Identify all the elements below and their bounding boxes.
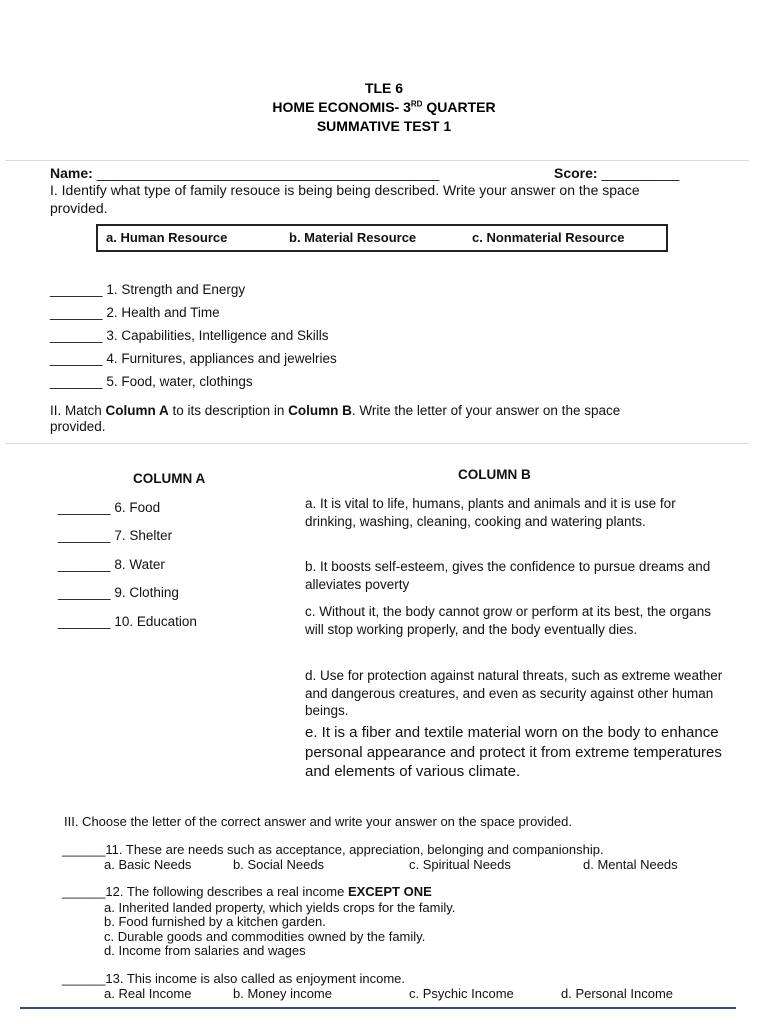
- q13-choice-b: b. Money income: [233, 986, 332, 1001]
- column-a-item: [58, 500, 160, 515]
- part3-instruction: III. Choose the letter of the correct answer and write your answer on the space provided.: [64, 814, 572, 829]
- name-row: [50, 165, 439, 181]
- answer-blank-11[interactable]: ______: [62, 842, 106, 857]
- part1-section: [5, 160, 749, 444]
- column-a-item: [58, 557, 165, 572]
- item-5-text: 5. Food, water, clothings: [106, 374, 253, 389]
- column-b-desc-a: a. It is vital to life, humans, plants and animals and it is use for drinking, washing, cleaning, cooking and watering plants.: [305, 496, 676, 529]
- q12-choice-d: d. Income from salaries and wages: [104, 943, 306, 958]
- name-label: Name:: [50, 165, 93, 181]
- column-b-desc-d: d. Use for protection against natural threats, such as extreme weather and dangerous creatures, and even as security against other human beings.: [305, 668, 723, 718]
- item-7-text: 7. Shelter: [114, 528, 173, 543]
- title-quarter: [0, 99, 768, 115]
- answer-blank-2[interactable]: _______: [50, 305, 103, 320]
- q13-choice-c: c. Psychic Income: [409, 986, 514, 1001]
- item-4-text: 4. Furnitures, appliances and jewelries: [106, 351, 337, 366]
- q11-choice-d: d. Mental Needs: [583, 857, 678, 872]
- part1-item: [50, 328, 328, 343]
- q13-choice-d: d. Personal Income: [561, 986, 674, 1001]
- part2-instr-col-b: Column B: [288, 403, 352, 418]
- score-blank[interactable]: __________: [601, 165, 680, 181]
- column-a-item: [58, 585, 179, 600]
- answer-blank-8[interactable]: _______: [58, 557, 111, 572]
- item-6-text: 6. Food: [114, 500, 161, 515]
- part1-item: [50, 305, 220, 320]
- part2-instr-post: . Write the letter of your answer on the space: [351, 403, 621, 418]
- column-b-desc-b: b. It boosts self-esteem, gives the confidence to pursue dreams and alleviates poverty: [305, 559, 711, 592]
- part2-instr-mid: to its description in: [168, 403, 289, 418]
- answer-blank-7[interactable]: _______: [58, 528, 111, 543]
- part1-item: [50, 351, 337, 366]
- item-10-text: 10. Education: [114, 614, 197, 629]
- q12-choice-a: a. Inherited landed property, which yields crops for the family.: [104, 900, 456, 915]
- q11-text: 11. These are needs such as acceptance, appreciation, belonging and companionship.: [105, 842, 604, 857]
- q12-row: [62, 884, 432, 899]
- column-a-item: [58, 528, 172, 543]
- answer-blank-10[interactable]: _______: [58, 614, 111, 629]
- score-label: Score:: [554, 165, 598, 181]
- part2-instruction-line2: provided.: [50, 419, 106, 434]
- q13-row: [62, 971, 405, 986]
- part1-item: [50, 282, 245, 297]
- q11-row: [62, 842, 604, 857]
- column-b-desc-e: e. It is a fiber and textile material worn on the body to enhance personal appearance and protect it from extreme temperatures and elements of various climate.: [305, 724, 722, 780]
- title-quarter-sup: RD: [410, 99, 423, 109]
- title-test: SUMMATIVE TEST 1: [316, 118, 452, 134]
- q12-text-bold: EXCEPT ONE: [347, 884, 432, 899]
- answer-blank-13[interactable]: ______: [62, 971, 106, 986]
- q13-text: 13. This income is also called as enjoyment income.: [105, 971, 406, 986]
- q12-choice-b: b. Food furnished by a kitchen garden.: [104, 914, 326, 929]
- part2-instruction-line1: [50, 403, 620, 418]
- name-blank[interactable]: ____________________________________________: [96, 165, 440, 181]
- answer-blank-12[interactable]: ______: [62, 884, 106, 899]
- choice-material-resource: b. Material Resource: [289, 230, 417, 245]
- column-b-header: COLUMN B: [458, 467, 531, 482]
- answer-blank-9[interactable]: _______: [58, 585, 111, 600]
- part2-instr-pre: II. Match: [50, 403, 106, 418]
- part1-instruction-line2: provided.: [50, 200, 108, 216]
- item-8-text: 8. Water: [114, 557, 165, 572]
- answer-blank-3[interactable]: _______: [50, 328, 103, 343]
- choice-nonmaterial-resource: c. Nonmaterial Resource: [472, 230, 625, 245]
- column-a-item: [58, 614, 197, 629]
- column-b-desc-c: c. Without it, the body cannot grow or perform at its best, the organs will stop working properly, and the body eventually dies.: [305, 604, 711, 637]
- title-quarter-post: QUARTER: [422, 99, 496, 115]
- q13-choice-a: a. Real Income: [104, 986, 192, 1001]
- answer-blank-6[interactable]: _______: [58, 500, 111, 515]
- item-9-text: 9. Clothing: [114, 585, 179, 600]
- part1-item: [50, 374, 253, 389]
- item-1-text: 1. Strength and Energy: [106, 282, 246, 297]
- answer-blank-4[interactable]: _______: [50, 351, 103, 366]
- title-subject: TLE 6: [364, 80, 404, 96]
- column-a-header: COLUMN A: [133, 471, 206, 486]
- q11-choice-c: c. Spiritual Needs: [409, 857, 511, 872]
- score-row: [554, 165, 679, 181]
- item-3-text: 3. Capabilities, Intelligence and Skills: [106, 328, 329, 343]
- q11-choice-b: b. Social Needs: [233, 857, 325, 872]
- item-2-text: 2. Health and Time: [106, 305, 220, 320]
- answer-blank-5[interactable]: _______: [50, 374, 103, 389]
- q12-text: 12. The following describes a real income: [105, 884, 348, 899]
- part2-instr-col-a: Column A: [105, 403, 169, 418]
- bottom-rule: [20, 1007, 736, 1009]
- answer-blank-1[interactable]: _______: [50, 282, 103, 297]
- part1-instruction-line1: I. Identify what type of family resouce is being being described. Write your answer on the space: [50, 182, 640, 198]
- q12-choice-c: c. Durable goods and commodities owned by the family.: [104, 929, 426, 944]
- choice-human-resource: a. Human Resource: [106, 230, 228, 245]
- q11-choice-a: a. Basic Needs: [104, 857, 192, 872]
- title-quarter-pre: HOME ECONOMIS- 3: [272, 99, 411, 115]
